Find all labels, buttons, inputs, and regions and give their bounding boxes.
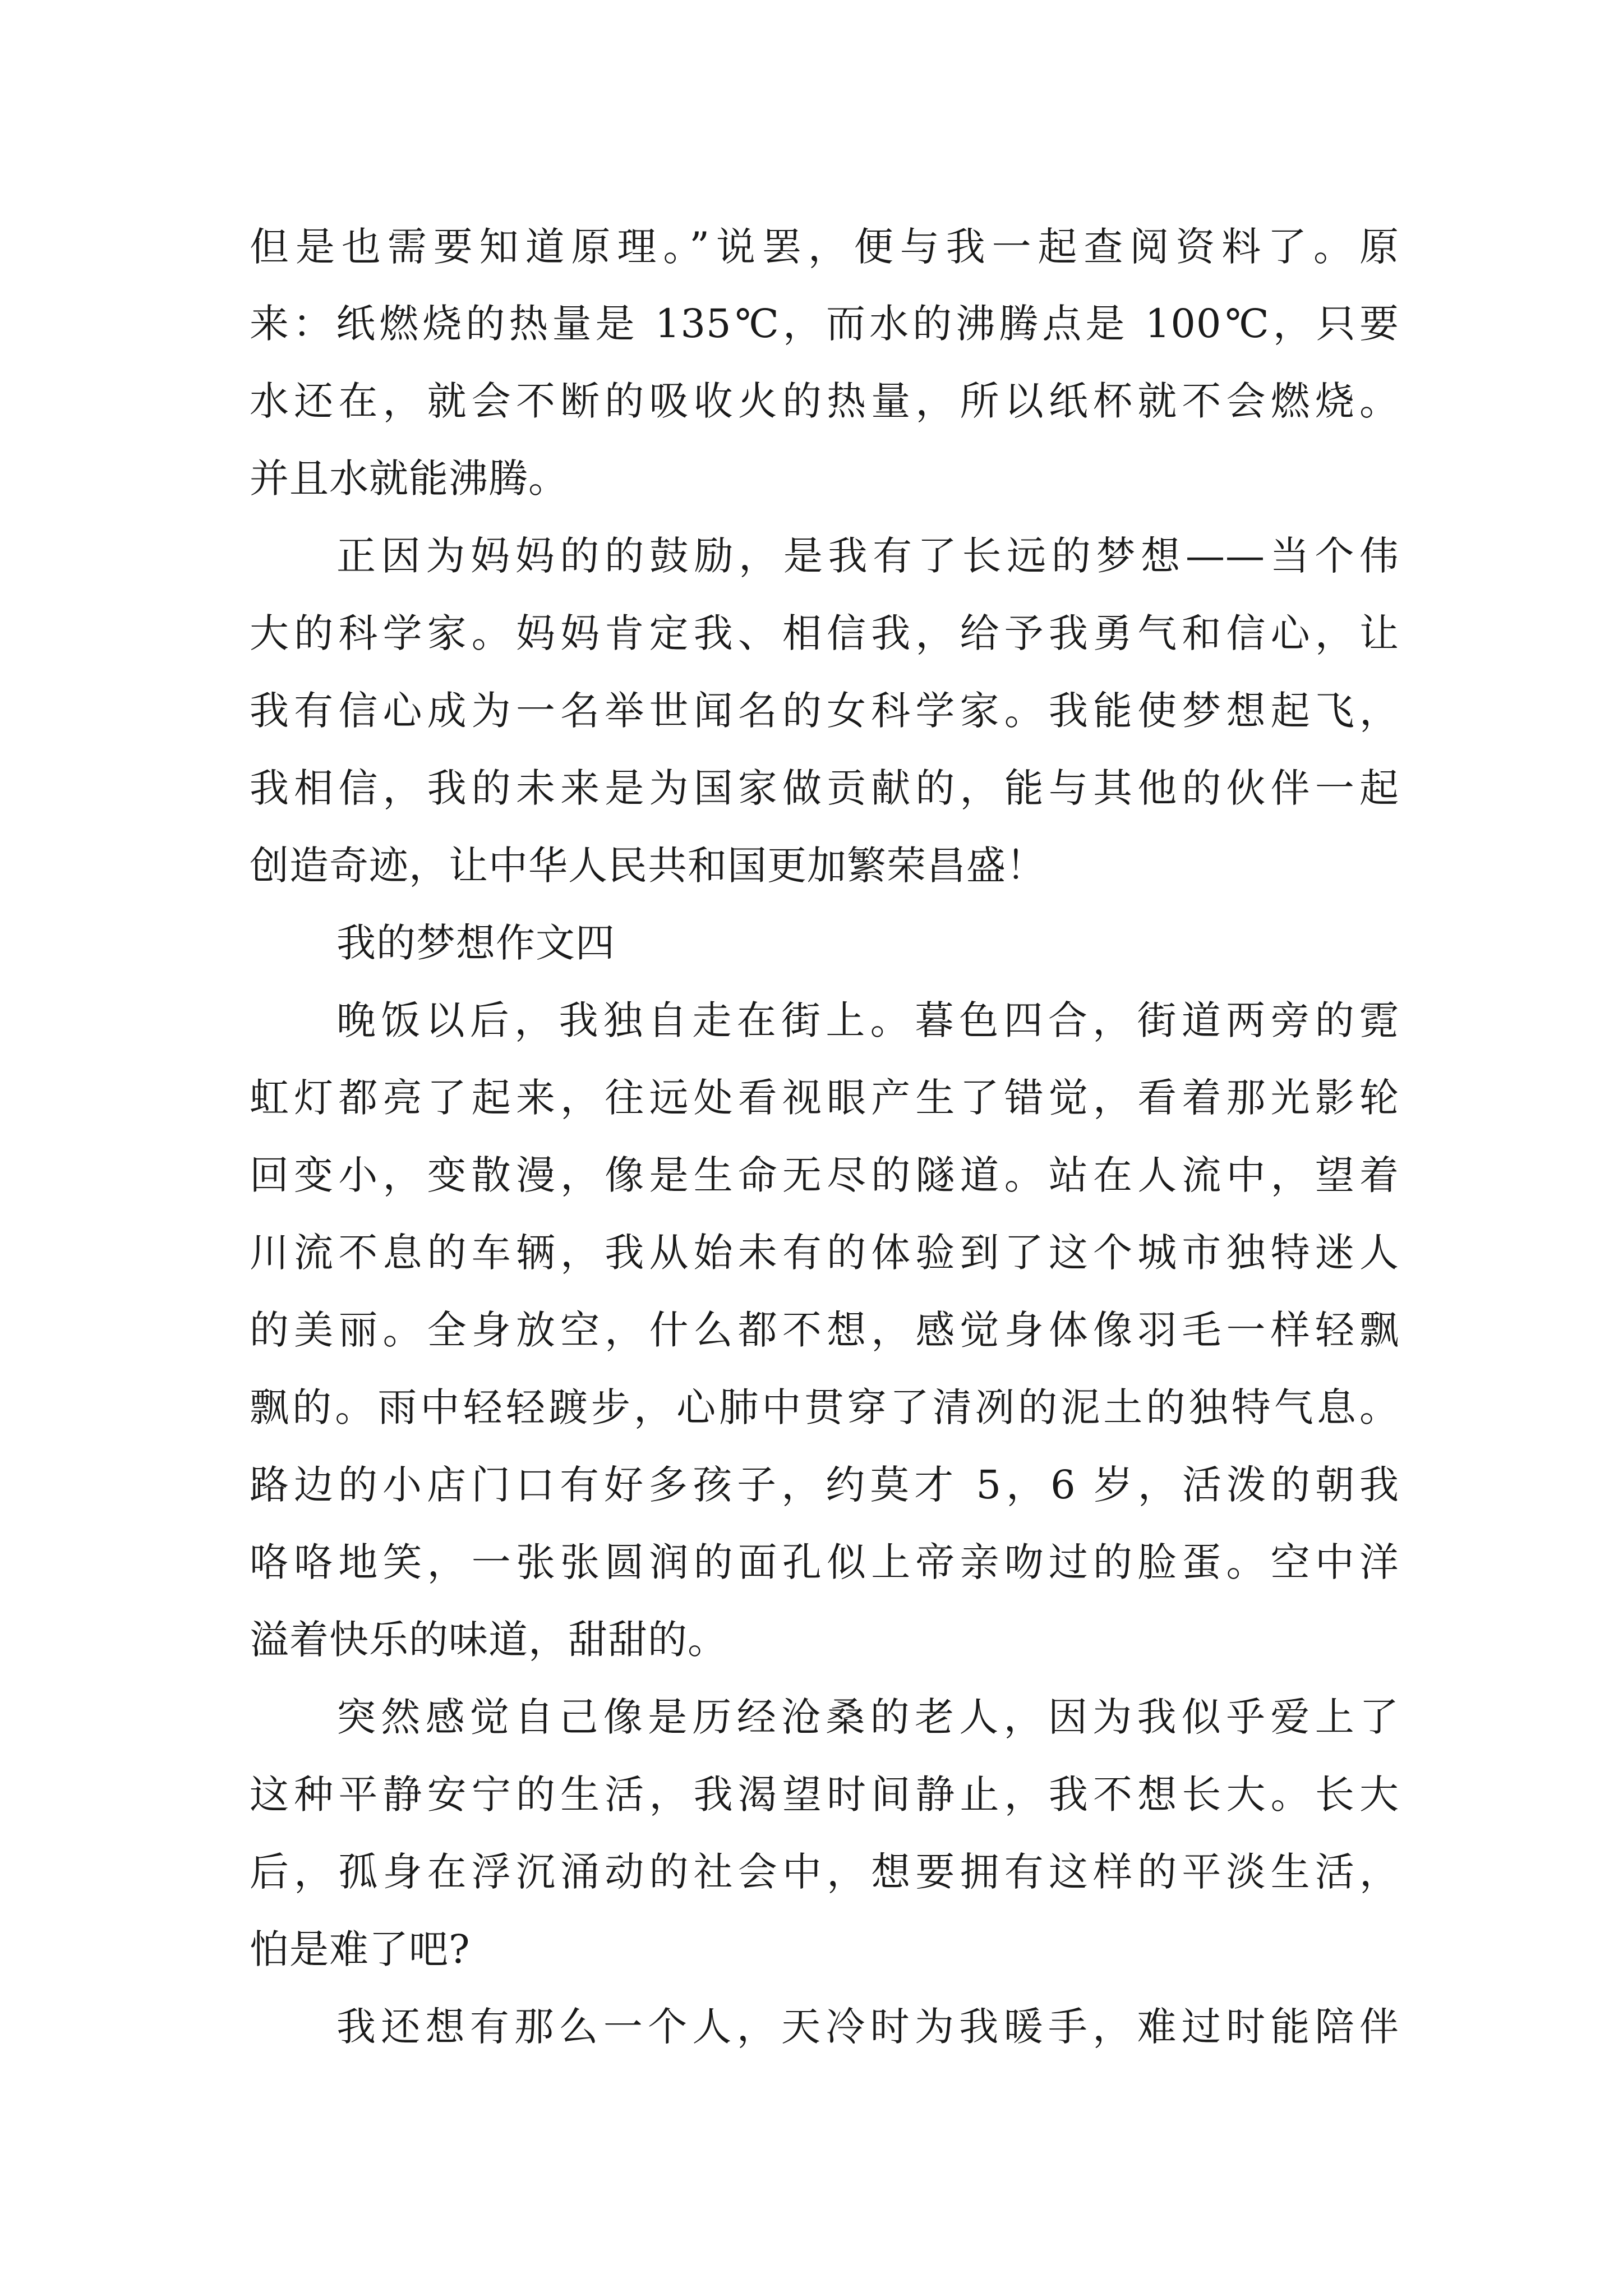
text-line: 来：纸燃烧的热量是 135℃，而水的沸腾点是 100℃，只要 <box>250 301 1399 347</box>
text-line: 的美丽。全身放空，什么都不想，感觉身体像羽毛一样轻飘 <box>250 1307 1399 1353</box>
text-line: 大的科学家。妈妈肯定我、相信我，给予我勇气和信心，让 <box>250 610 1399 656</box>
text-line: 突然感觉自己像是历经沧桑的老人，因为我似乎爱上了 <box>336 1694 1399 1740</box>
text-line: 溢着快乐的味道，甜甜的。 <box>250 1617 727 1663</box>
text-line: 路边的小店门口有好多孩子，约莫才 5，6 岁，活泼的朝我 <box>250 1462 1399 1508</box>
text-line: 我相信，我的未来是为国家做贡献的，能与其他的伙伴一起 <box>250 765 1399 811</box>
text-line: 创造奇迹，让中华人民共和国更加繁荣昌盛！ <box>250 843 1046 889</box>
text-line: 虹灯都亮了起来，往远处看视眼产生了错觉，看着那光影轮 <box>250 1075 1399 1121</box>
text-line: 我还想有那么一个人，天冷时为我暖手，难过时能陪伴 <box>336 2004 1399 2050</box>
text-line: 晚饭以后，我独自走在街上。暮色四合，街道两旁的霓 <box>336 997 1399 1043</box>
text-line: 我有信心成为一名举世闻名的女科学家。我能使梦想起飞， <box>250 688 1399 734</box>
text-line: 飘的。雨中轻轻踱步，心肺中贯穿了清冽的泥土的独特气息。 <box>250 1384 1399 1430</box>
section-heading: 我的梦想作文四 <box>336 920 615 966</box>
text-line: 正因为妈妈的的鼓励，是我有了长远的梦想——当个伟 <box>336 533 1399 579</box>
text-line: 咯咯地笑，一张张圆润的面孔似上帝亲吻过的脸蛋。空中洋 <box>250 1539 1399 1585</box>
text-line: 这种平静安宁的生活，我渴望时间静止，我不想长大。长大 <box>250 1772 1399 1818</box>
text-line: 并且水就能沸腾。 <box>250 455 568 501</box>
text-line: 后，孤身在浮沉涌动的社会中，想要拥有这样的平淡生活， <box>250 1849 1399 1895</box>
text-line: 回变小，变散漫，像是生命无尽的隧道。站在人流中，望着 <box>250 1152 1399 1198</box>
text-line: 川流不息的车辆，我从始未有的体验到了这个城市独特迷人 <box>250 1230 1399 1276</box>
text-line: 怕是难了吧? <box>250 1926 471 1972</box>
text-line: 但是也需要知道原理。”说罢，便与我一起查阅资料了。原 <box>250 224 1399 270</box>
text-line: 水还在，就会不断的吸收火的热量，所以纸杯就不会燃烧。 <box>250 378 1399 424</box>
